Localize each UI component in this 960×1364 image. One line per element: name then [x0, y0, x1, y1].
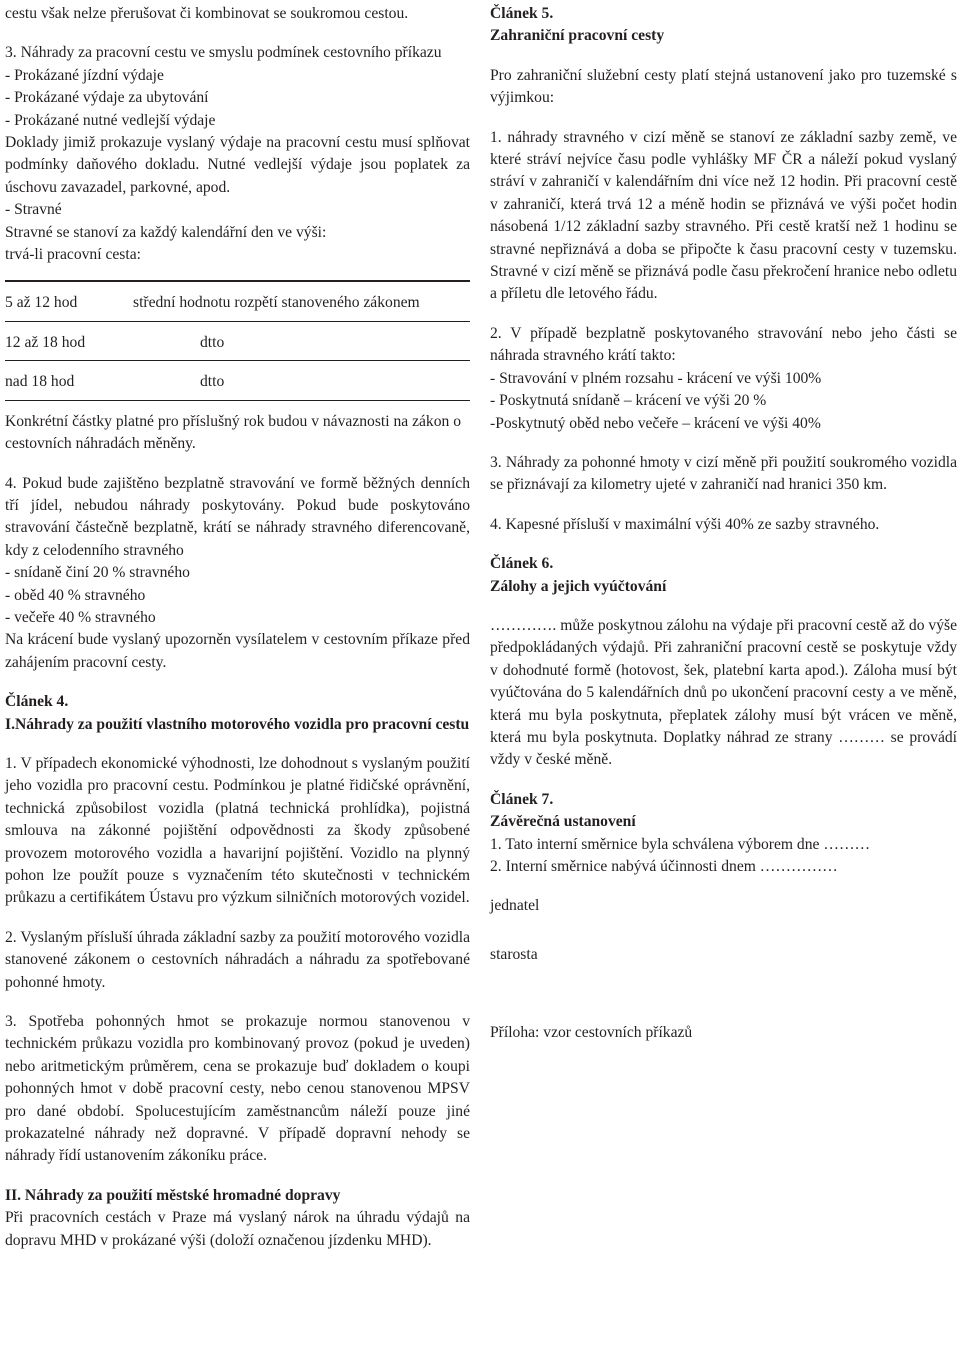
article-5-paragraph-2: 2. V případě bezplatně poskytovaného stravování nebo jeho části se náhrada stravného krátí takto: [490, 324, 957, 365]
article-4-paragraph-3: 3. Spotřeba pohonných hmot se prokazuje normou stanovenou v technickém průkazu vozidla pro kombinovaný provoz (pokud je uveden) nebo aritmetickým průměrem, cena se prokazuje buď dokladem o koupi pohonných hmot v době pracovní cesty, nebo cenou stanovenou MPSV pro dané období. Spolucestujícím zaměstnancům náleží pouze jiné prokazatelné náhrady než dopravné. V případě dopravní nehody se náhrady řídí ustanovením zákoníku práce. [5, 1013, 470, 1165]
section-3-heading: 3. Náhrady za pracovní cestu ve smyslu podmínek cestovního příkazu [5, 44, 442, 62]
article-7-label: Článek 7. [490, 790, 554, 808]
article-4-label: Článek 4. [5, 693, 69, 711]
foreign-reduction-item: - Stravování v plném rozsahu - krácení ve výši 100% [490, 369, 822, 387]
article-4-paragraph-1: 1. V případech ekonomické výhodnosti, lze dohodnout s vyslaným použití jeho vozidla pro pracovní cestu. Podmínkou je platné řidičské oprávnění, technická způsobilost vozidla (platná technická prohlídka), pojistná smlouva na zákonné pojištění odpovědnosti za škody způsobené provozem motorového vozidla a havarijní pojištění. Vozidlo na plynný pohon lze použít pouze s vyznačením této skutečnosti v technickém průkazu a certifikátem Ústavu pro výzkum silničních motorových vozidel. [5, 754, 470, 907]
public-transport-title: II. Náhrady za použití městské hromadné dopravy [5, 1186, 341, 1204]
signature-label: jednatel [490, 897, 540, 915]
article-4-paragraph-2: 2. Vyslaným přísluší úhrada základní sazby za použití motorového vozidla stanovené zákonem o cestovních náhradách a náhradu za spotřebované pohonné hmoty. [5, 928, 470, 991]
meal-allowance-text: Stravné se stanoví za každý kalendářní den ve výši: [5, 223, 327, 241]
article-5-paragraph-4: 4. Kapesné přísluší v maximální výši 40% ze sazby stravného. [490, 515, 880, 533]
expense-item: - Prokázané jízdní výdaje [5, 66, 164, 84]
meal-allowance-item: - Stravné [5, 201, 62, 219]
attachment-note: Příloha: vzor cestovních příkazů [490, 1024, 693, 1042]
intro-line: cestu však nelze přerušovat či kombinovat se soukromou cestou. [5, 5, 409, 22]
expense-item: - Prokázané výdaje za ubytování [5, 89, 209, 107]
article-6-title: Zálohy a jejich vyúčtování [490, 577, 667, 595]
duration-cell: 12 až 18 hod [5, 333, 86, 351]
reduction-item: - oběd 40 % stravného [5, 586, 146, 604]
value-cell: dtto [200, 333, 225, 351]
value-cell: střední hodnotu rozpětí stanoveného zákonem [133, 294, 420, 312]
article-5-intro: Pro zahraniční služební cesty platí stejná ustanovení jako pro tuzemské s výjimkou: [490, 66, 957, 107]
meal-rate-table [5, 280, 470, 400]
table-row [5, 361, 470, 400]
signature-label: starosta [490, 945, 538, 963]
reduction-item: - snídaně činí 20 % stravného [5, 564, 190, 582]
duration-cell: 5 až 12 hod [5, 294, 78, 312]
final-provision-item: 1. Tato interní směrnice byla schválena výborem dne ……… [490, 835, 871, 853]
article-4-title: I.Náhrady za použití vlastního motorového vozidla pro pracovní cestu [5, 715, 470, 733]
foreign-reduction-item: - Poskytnutá snídaně – krácení ve výši 20 % [490, 392, 767, 410]
right-column [490, 3, 957, 1045]
left-column [5, 3, 470, 1252]
table-row [5, 322, 470, 361]
final-provision-item: 2. Interní směrnice nabývá účinnosti dnem …………… [490, 858, 838, 875]
section-4-paragraph: 4. Pokud bude zajištěno bezplatně stravování ve formě běžných denních tří jídel, nebudou náhrady poskytovány. Pokud bude poskytováno stravování částečně bezplatně, krátí se náhrady stravného diferencovaně, kdy z celodenního stravného [5, 474, 470, 559]
article-5-title: Zahraniční pracovní cesty [490, 27, 665, 45]
rates-note: Konkrétní částky platné pro příslušný rok budou v návaznosti na zákon o cestovních náhradách měněny. [5, 412, 462, 453]
duration-cell: nad 18 hod [5, 373, 75, 391]
expense-item: - Prokázané nutné vedlejší výdaje [5, 111, 216, 129]
meal-allowance-lead: trvá-li pracovní cesta: [5, 246, 141, 264]
reduction-item: - večeře 40 % stravného [5, 608, 156, 626]
signature-block [490, 895, 957, 966]
article-5-label: Článek 5. [490, 5, 554, 22]
article-6-paragraph: …………. může poskytnou zálohu na výdaje při pracovní cestě až do výše předpokládaných výdajů. Při zahraniční pracovní cestě se poskytuje vždy v dohodnuté formě (hotovost, šek, platební karta apod.). Záloha musí být vyúčtována do 5 kalendářních dnů po ukončení pracovní cesty a ve měně, která mu byla poskytnuta, přeplatek zálohy musí být vrácen ve měně, která mu byla poskytnuta. Doplatky náhrad ze strany ……… se provádí vždy v české měně. [490, 616, 957, 769]
article-5-paragraph-3: 3. Náhrady za pohonné hmoty v cizí měně při použití soukromého vozidla se přiznávají za kilometry ujeté v zahraničí nad hranici 350 km. [490, 453, 957, 494]
documents-paragraph: Doklady jimiž prokazuje vyslaný výdaje na pracovní cestu musí splňovat podmínky daňového dokladu. Nutné vedlejší výdaje jsou poplatek za úschovu zavazadel, parkovné, apod. [5, 134, 470, 196]
table-row [5, 282, 470, 321]
public-transport-paragraph: Při pracovních cestách v Praze má vyslaný nárok na úhradu výdajů na dopravu MHD v prokázané výši (doloží označenou jízdenku MHD). [5, 1209, 470, 1249]
article-6-label: Článek 6. [490, 555, 554, 573]
reduction-notice: Na krácení bude vyslaný upozorněn vysílatelem v cestovním příkaze před zahájením pracovní cesty. [5, 631, 470, 671]
foreign-reduction-item: -Poskytnutý oběd nebo večeře – krácení ve výši 40% [490, 414, 821, 432]
article-5-paragraph-1: 1. náhrady stravného v cizí měně se stanoví ze základní sazby země, ve které stráví nejvíce času podle vyhlášky MF ČR a náleží pokud vyslaný stráví v zahraničí v kalendářním dni více než 12 hodin. Při pracovní cestě v zahraničí, která trvá 12 a méně hodin se přiznává ve výši počet hodin násobená 1/12 základní sazby stravného. Při cestě kratší než 1 hodinu se stravné nepřiznává a doba se připočte k času pracovní cesty v tuzemsku. Stravné v cizí měně se přiznává podle času překročení hranice nebo odletu a příletu dle letového řádu. [490, 128, 957, 303]
article-7-title: Závěrečná ustanovení [490, 813, 636, 831]
value-cell: dtto [200, 373, 225, 391]
